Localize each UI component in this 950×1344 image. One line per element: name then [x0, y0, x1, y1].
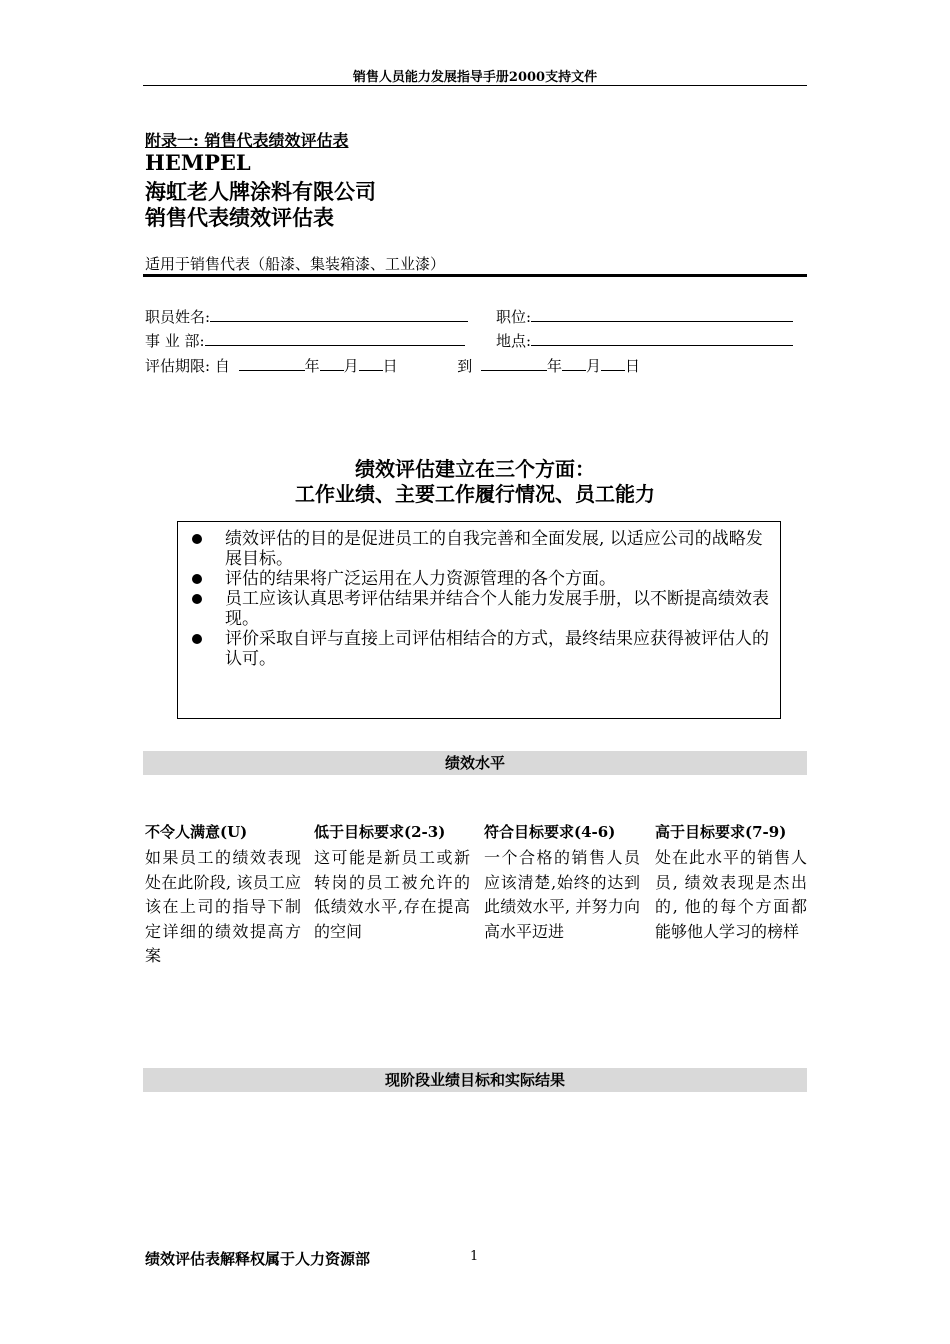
level-description: 这可能是新员工或新转岗的员工被允许的低绩效水平,存在提高的空间 [314, 848, 470, 941]
results-section-band: 现阶段业绩目标和实际结果 [143, 1068, 807, 1092]
level-column-unsatisfactory [145, 820, 301, 969]
position-input-line[interactable] [531, 307, 793, 322]
end-year-line[interactable] [481, 356, 547, 371]
form-title: 销售代表绩效评估表 [145, 205, 334, 230]
note-text: 员工应该认真思考评估结果并结合个人能力发展手册，以不断提高绩效表现。 [225, 589, 769, 629]
period-to-label: 到 [457, 357, 473, 375]
page-number: 1 [470, 1249, 479, 1264]
start-month-label: 月 [343, 357, 359, 375]
department-field [145, 330, 465, 351]
department-input-line[interactable] [205, 331, 465, 346]
bullet-icon [192, 574, 202, 584]
end-day-label: 日 [625, 357, 641, 375]
start-day-label: 日 [382, 357, 398, 375]
running-header: 销售人员能力发展指导手册2000支持文件 [352, 70, 598, 85]
position-label: 职位: [496, 308, 532, 326]
bullet-icon [192, 534, 202, 544]
period-label: 评估期限: 自 [145, 357, 230, 375]
level-heading: 低于目标要求(2-3) [314, 823, 446, 841]
location-field [496, 330, 793, 351]
start-year-label: 年 [304, 357, 320, 375]
header-rule [143, 85, 807, 86]
note-item [190, 589, 770, 629]
bullet-icon [192, 594, 202, 604]
note-text: 评价采取自评与直接上司评估相结合的方式，最终结果应获得被评估人的认可。 [225, 629, 769, 669]
end-month-label: 月 [586, 357, 602, 375]
name-input-line[interactable] [210, 307, 468, 322]
basis-heading-line1: 绩效评估建立在三个方面： [355, 457, 595, 481]
level-heading: 不令人满意(U) [145, 823, 248, 841]
start-month-line[interactable] [320, 356, 344, 371]
level-column-meets-target [484, 820, 640, 944]
brand-name: HEMPEL [145, 150, 251, 175]
start-day-line[interactable] [359, 356, 383, 371]
appendix-title: 附录一: 销售代表绩效评估表 [145, 131, 349, 150]
end-month-line[interactable] [562, 356, 586, 371]
notes-list [190, 529, 770, 669]
note-item [190, 629, 770, 669]
level-heading: 符合目标要求(4-6) [484, 823, 616, 841]
end-year-label: 年 [547, 357, 563, 375]
period-field [145, 355, 640, 376]
performance-level-band: 绩效水平 [143, 751, 807, 775]
level-column-below-target [314, 820, 470, 944]
applies-to-text: 适用于销售代表（船漆、集装箱漆、工业漆） [145, 255, 446, 273]
level-description: 一个合格的销售人员应该清楚,始终的达到此绩效水平, 并努力向高水平迈进 [484, 848, 640, 941]
level-column-above-target [655, 820, 807, 944]
position-field [496, 306, 793, 327]
note-item [190, 529, 770, 569]
level-heading: 高于目标要求(7-9) [655, 823, 787, 841]
note-text: 评估的结果将广泛运用在人力资源管理的各个方面。 [225, 569, 616, 589]
note-text: 绩效评估的目的是促进员工的自我完善和全面发展, 以适应公司的战略发展目标。 [225, 529, 763, 569]
location-label: 地点: [496, 332, 532, 350]
basis-heading-line2: 工作业绩、主要工作履行情况、员工能力 [295, 482, 655, 506]
level-description: 如果员工的绩效表现处在此阶段, 该员工应该在上司的指导下制定详细的绩效提高方案 [145, 848, 301, 965]
bullet-icon [192, 634, 202, 644]
start-year-line[interactable] [239, 356, 305, 371]
level-description: 处在此水平的销售人员, 绩效表现是杰出的, 他的每个方面都能够他人学习的榜样 [655, 848, 807, 941]
location-input-line[interactable] [531, 331, 793, 346]
note-item [190, 569, 770, 589]
footer-note: 绩效评估表解释权属于人力资源部 [145, 1250, 371, 1268]
name-label: 职员姓名: [145, 308, 211, 326]
section-rule [143, 274, 807, 277]
end-day-line[interactable] [601, 356, 625, 371]
name-field [145, 306, 468, 327]
company-name: 海虹老人牌涂料有限公司 [145, 179, 376, 204]
department-label: 事 业 部: [145, 332, 205, 350]
